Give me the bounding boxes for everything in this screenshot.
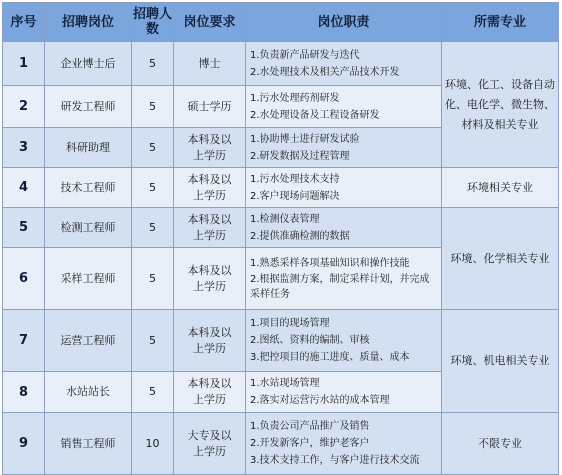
position-name: 企业博士后	[45, 42, 132, 86]
duty-item: 3.技术支持工作，与客户进行技术交流	[250, 455, 420, 466]
headcount: 5	[132, 42, 174, 86]
education-line: 上学历	[193, 228, 226, 242]
headcount: 5	[132, 372, 174, 413]
job-duties	[246, 208, 442, 248]
duty-item: 2.水处理技术及相关产品技术开发	[250, 66, 400, 78]
position-name: 技术工程师	[45, 168, 132, 208]
required-major: 不限专业	[442, 413, 559, 475]
position-name: 销售工程师	[45, 413, 132, 475]
duty-item: 1.熟悉采样各项基础知识和操作技能	[250, 258, 410, 269]
duty-item: 2.落实对运营污水站的成本管理	[250, 395, 390, 406]
job-duties	[246, 413, 442, 475]
row-number: 4	[3, 168, 45, 208]
education-line: 本科及以	[187, 132, 232, 146]
education-line: 博士	[198, 56, 221, 70]
row-number: 3	[3, 128, 45, 168]
duty-item: 2.水处理设备及工程设备研发	[250, 109, 380, 121]
row-number: 8	[3, 372, 45, 413]
position-name: 检测工程师	[45, 208, 132, 248]
headcount: 5	[132, 128, 174, 168]
duty-item: 1.负责公司产品推广及销售	[250, 421, 370, 432]
job-duties	[246, 310, 442, 372]
header-row	[3, 3, 559, 42]
education-line: 上学历	[193, 393, 226, 406]
duty-item: 2.图纸、资料的编制、审核	[250, 335, 370, 346]
position-name: 采样工程师	[45, 248, 132, 310]
headcount: 5	[132, 310, 174, 372]
table-row	[3, 208, 559, 248]
education-line: 本科及以	[187, 325, 232, 339]
headcount: 5	[132, 86, 174, 128]
header-education: 岗位要求	[174, 3, 246, 42]
education-line: 本科及以	[187, 212, 232, 226]
position-name: 研发工程师	[45, 86, 132, 128]
header-major: 所需专业	[442, 3, 559, 42]
job-duties	[246, 86, 442, 128]
education-line: 大专及以	[187, 428, 232, 442]
duty-item: 2.提供准确检测的数据	[250, 230, 350, 242]
header-seq: 序号	[3, 3, 45, 42]
row-number: 7	[3, 310, 45, 372]
education-requirement	[174, 42, 246, 86]
job-duties	[246, 42, 442, 86]
job-duties	[246, 128, 442, 168]
headcount: 5	[132, 208, 174, 248]
education-line: 本科及以	[187, 263, 232, 277]
duty-item: 1.污水处理技术支持	[250, 173, 340, 185]
required-major: 环境、机电相关专业	[442, 310, 559, 413]
education-line: 硕士学历	[187, 99, 232, 113]
duty-item: 2.根据监测方案，制定采样计划，并完成采样任务	[250, 274, 430, 300]
education-line: 上学历	[193, 341, 226, 355]
position-name: 运营工程师	[45, 310, 132, 372]
headcount: 5	[132, 248, 174, 310]
job-duties	[246, 248, 442, 310]
education-requirement	[174, 168, 246, 208]
job-duties	[246, 168, 442, 208]
education-line: 本科及以	[187, 377, 232, 390]
duty-item: 2.开发新客户，维护老客户	[250, 438, 370, 449]
position-name: 水站站长	[45, 372, 132, 413]
education-requirement	[174, 372, 246, 413]
education-requirement	[174, 86, 246, 128]
education-line: 本科及以	[187, 172, 232, 186]
row-number: 2	[3, 86, 45, 128]
required-major: 环境、化学相关专业	[442, 208, 559, 310]
row-number: 5	[3, 208, 45, 248]
duty-item: 2.研发数据及过程管理	[250, 150, 350, 162]
education-line: 上学历	[193, 444, 226, 458]
required-major: 环境、化工、设备自动化、电化学、微生物、材料及相关专业	[442, 42, 559, 168]
duty-item: 1.协助博士进行研发试验	[250, 133, 360, 145]
duty-item: 1.水站现场管理	[250, 378, 320, 389]
education-line: 上学历	[193, 188, 226, 202]
required-major: 环境相关专业	[442, 168, 559, 208]
table-row	[3, 42, 559, 86]
row-number: 1	[3, 42, 45, 86]
education-line: 上学历	[193, 279, 226, 293]
recruitment-table	[2, 2, 559, 475]
duty-item: 1.负责新产品研发与迭代	[250, 49, 360, 61]
header-position: 招聘岗位	[45, 3, 132, 42]
duty-item: 3.把控项目的施工进度、质量、成本	[250, 352, 410, 363]
duty-item: 1.检测仪表管理	[250, 213, 320, 225]
header-duties: 岗位职责	[246, 3, 442, 42]
row-number: 6	[3, 248, 45, 310]
education-requirement	[174, 310, 246, 372]
education-line: 上学历	[193, 148, 226, 162]
duty-item: 1.项目的现场管理	[250, 318, 330, 329]
headcount: 10	[132, 413, 174, 475]
education-requirement	[174, 248, 246, 310]
table-row	[3, 168, 559, 208]
duty-item: 1.污水处理药剂研发	[250, 92, 340, 104]
education-requirement	[174, 413, 246, 475]
table-row	[3, 310, 559, 372]
headcount: 5	[132, 168, 174, 208]
job-duties	[246, 372, 442, 413]
row-number: 9	[3, 413, 45, 475]
header-count: 招聘人数	[132, 3, 174, 42]
table-row	[3, 413, 559, 475]
education-requirement	[174, 208, 246, 248]
position-name: 科研助理	[45, 128, 132, 168]
education-requirement	[174, 128, 246, 168]
duty-item: 2.客户现场问题解决	[250, 190, 340, 202]
